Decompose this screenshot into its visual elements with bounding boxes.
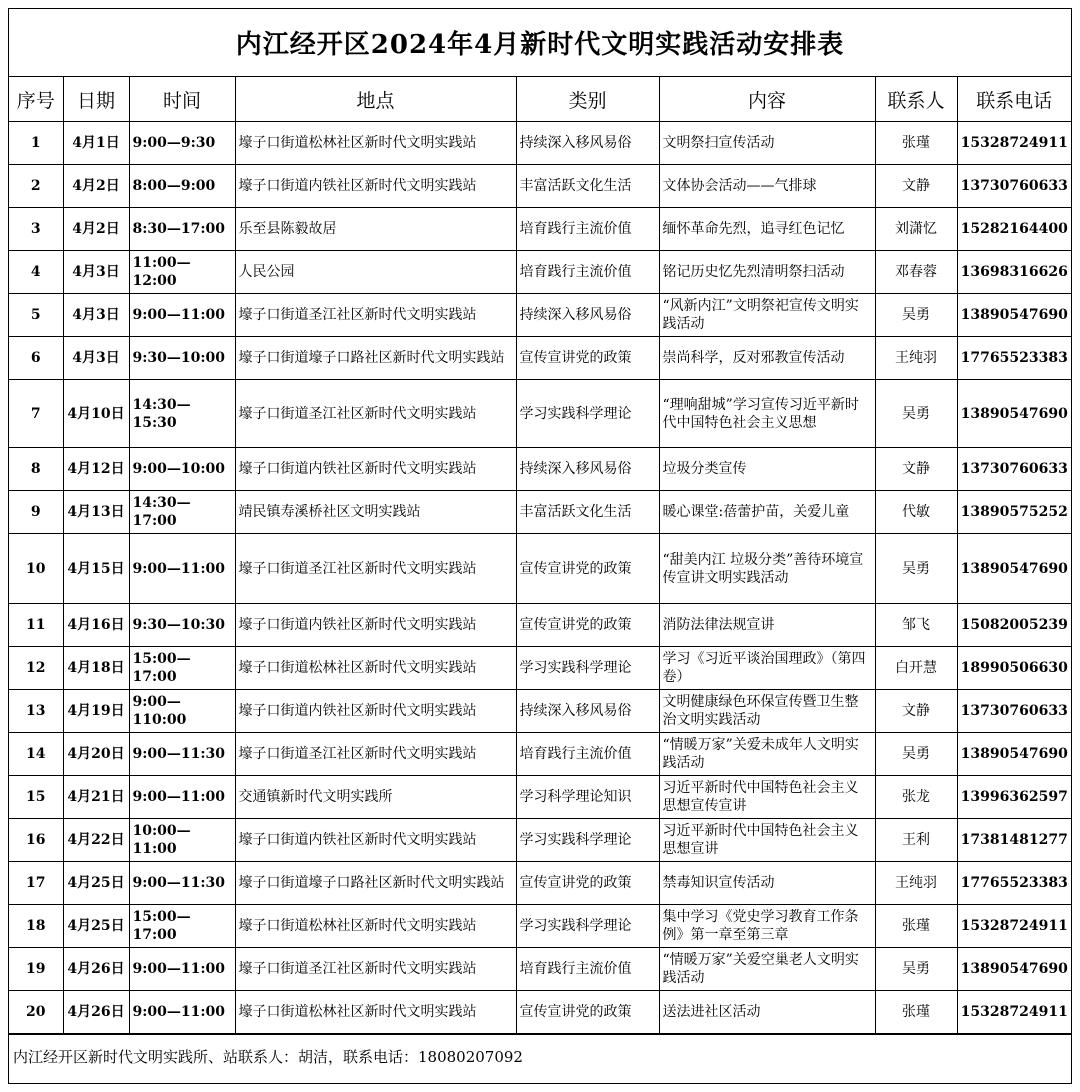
row-date: 4月19日 — [63, 690, 129, 733]
row-date: 4月3日 — [63, 294, 129, 337]
row-place: 乐至县陈毅故居 — [235, 208, 516, 251]
row-time: 9:00—11:00 — [129, 534, 235, 604]
row-number: 9 — [9, 491, 63, 534]
row-time: 14:30—17:00 — [129, 491, 235, 534]
row-contact: 刘潇忆 — [875, 208, 957, 251]
row-date: 4月16日 — [63, 604, 129, 647]
row-place: 靖民镇寿溪桥社区文明实践站 — [235, 491, 516, 534]
table-row — [9, 251, 1071, 294]
row-date: 4月22日 — [63, 819, 129, 862]
table-row — [9, 604, 1071, 647]
row-category: 持续深入移风易俗 — [516, 690, 659, 733]
row-contact: 文静 — [875, 448, 957, 491]
row-time: 8:30—17:00 — [129, 208, 235, 251]
row-content: 缅怀革命先烈，追寻红色记忆 — [659, 208, 875, 251]
row-content: 消防法律法规宣讲 — [659, 604, 875, 647]
row-content: 送法进社区活动 — [659, 991, 875, 1034]
table-row — [9, 905, 1071, 948]
row-phone: 13730760633 — [957, 690, 1071, 733]
row-content: 垃圾分类宣传 — [659, 448, 875, 491]
row-date: 4月20日 — [63, 733, 129, 776]
row-time: 9:30—10:00 — [129, 337, 235, 380]
col-header-contact: 联系人 — [875, 77, 957, 122]
col-header-place: 地点 — [235, 77, 516, 122]
row-content: 崇尚科学，反对邪教宣传活动 — [659, 337, 875, 380]
row-category: 学习实践科学理论 — [516, 819, 659, 862]
table-row — [9, 862, 1071, 905]
row-content: 文体协会活动——气排球 — [659, 165, 875, 208]
row-content: 习近平新时代中国特色社会主义思想宣讲 — [659, 819, 875, 862]
row-category: 宣传宣讲党的政策 — [516, 604, 659, 647]
row-time: 10:00—11:00 — [129, 819, 235, 862]
row-category: 宣传宣讲党的政策 — [516, 534, 659, 604]
row-phone: 13890547690 — [957, 948, 1071, 991]
row-date: 4月13日 — [63, 491, 129, 534]
row-date: 4月3日 — [63, 251, 129, 294]
row-date: 4月12日 — [63, 448, 129, 491]
row-place: 壕子口街道松林社区新时代文明实践站 — [235, 647, 516, 690]
row-number: 18 — [9, 905, 63, 948]
row-time: 11:00—12:00 — [129, 251, 235, 294]
row-date: 4月26日 — [63, 991, 129, 1034]
row-category: 学习科学理论知识 — [516, 776, 659, 819]
row-number: 7 — [9, 380, 63, 448]
row-place: 壕子口街道内铁社区新时代文明实践站 — [235, 819, 516, 862]
schedule-sheet — [8, 8, 1072, 1084]
row-place: 壕子口街道松林社区新时代文明实践站 — [235, 991, 516, 1034]
row-phone: 13698316626 — [957, 251, 1071, 294]
row-place: 壕子口街道壕子口路社区新时代文明实践站 — [235, 862, 516, 905]
row-contact: 王纯羽 — [875, 862, 957, 905]
table-row — [9, 534, 1071, 604]
row-content: 暖心课堂:蓓蕾护苗，关爱儿童 — [659, 491, 875, 534]
row-phone: 13730760633 — [957, 448, 1071, 491]
table-row — [9, 491, 1071, 534]
row-contact: 王利 — [875, 819, 957, 862]
row-content: 文明祭扫宣传活动 — [659, 122, 875, 165]
row-place: 壕子口街道圣江社区新时代文明实践站 — [235, 380, 516, 448]
row-number: 3 — [9, 208, 63, 251]
row-category: 学习实践科学理论 — [516, 905, 659, 948]
row-number: 5 — [9, 294, 63, 337]
row-number: 4 — [9, 251, 63, 294]
row-category: 宣传宣讲党的政策 — [516, 337, 659, 380]
row-category: 丰富活跃文化生活 — [516, 491, 659, 534]
row-number: 14 — [9, 733, 63, 776]
table-row — [9, 647, 1071, 690]
row-number: 6 — [9, 337, 63, 380]
row-category: 学习实践科学理论 — [516, 647, 659, 690]
table-row — [9, 165, 1071, 208]
row-time: 9:00—11:00 — [129, 991, 235, 1034]
table-row — [9, 819, 1071, 862]
row-time: 9:00—10:00 — [129, 448, 235, 491]
row-contact: 吴勇 — [875, 733, 957, 776]
row-category: 培育践行主流价值 — [516, 948, 659, 991]
row-place: 壕子口街道内铁社区新时代文明实践站 — [235, 604, 516, 647]
row-contact: 张瑾 — [875, 905, 957, 948]
row-category: 持续深入移风易俗 — [516, 294, 659, 337]
row-place: 壕子口街道松林社区新时代文明实践站 — [235, 905, 516, 948]
row-number: 1 — [9, 122, 63, 165]
row-content: “情暖万家”关爱未成年人文明实践活动 — [659, 733, 875, 776]
row-time: 8:00—9:00 — [129, 165, 235, 208]
row-date: 4月18日 — [63, 647, 129, 690]
row-contact: 张瑾 — [875, 991, 957, 1034]
row-phone: 13890547690 — [957, 294, 1071, 337]
row-place: 壕子口街道圣江社区新时代文明实践站 — [235, 534, 516, 604]
row-date: 4月15日 — [63, 534, 129, 604]
row-phone: 17765523383 — [957, 862, 1071, 905]
row-place: 壕子口街道圣江社区新时代文明实践站 — [235, 948, 516, 991]
table-row — [9, 122, 1071, 165]
row-number: 2 — [9, 165, 63, 208]
row-place: 壕子口街道内铁社区新时代文明实践站 — [235, 448, 516, 491]
col-header-time: 时间 — [129, 77, 235, 122]
row-number: 12 — [9, 647, 63, 690]
row-contact: 吴勇 — [875, 534, 957, 604]
row-contact: 邹飞 — [875, 604, 957, 647]
row-date: 4月26日 — [63, 948, 129, 991]
row-time: 9:30—10:30 — [129, 604, 235, 647]
row-contact: 张瑾 — [875, 122, 957, 165]
row-number: 16 — [9, 819, 63, 862]
col-header-date: 日期 — [63, 77, 129, 122]
footer-contact-note: 内江经开区新时代文明实践所、站联系人：胡洁，联系电话：18080207092 — [9, 1034, 1071, 1078]
row-content: 铭记历史忆先烈清明祭扫活动 — [659, 251, 875, 294]
row-phone: 13890575252 — [957, 491, 1071, 534]
row-time: 9:00—11:00 — [129, 776, 235, 819]
row-place: 交通镇新时代文明实践所 — [235, 776, 516, 819]
table-row — [9, 690, 1071, 733]
row-phone: 13890547690 — [957, 534, 1071, 604]
row-category: 培育践行主流价值 — [516, 251, 659, 294]
row-number: 13 — [9, 690, 63, 733]
row-number: 20 — [9, 991, 63, 1034]
row-category: 培育践行主流价值 — [516, 733, 659, 776]
row-content: 习近平新时代中国特色社会主义思想宣传宣讲 — [659, 776, 875, 819]
row-number: 11 — [9, 604, 63, 647]
row-time: 9:00—9:30 — [129, 122, 235, 165]
row-time: 9:00—11:30 — [129, 733, 235, 776]
row-contact: 吴勇 — [875, 294, 957, 337]
row-date: 4月2日 — [63, 208, 129, 251]
row-contact: 文静 — [875, 690, 957, 733]
row-phone: 13730760633 — [957, 165, 1071, 208]
row-category: 培育践行主流价值 — [516, 208, 659, 251]
row-place: 壕子口街道圣江社区新时代文明实践站 — [235, 733, 516, 776]
row-number: 10 — [9, 534, 63, 604]
row-phone: 13996362597 — [957, 776, 1071, 819]
row-date: 4月3日 — [63, 337, 129, 380]
row-phone: 17765523383 — [957, 337, 1071, 380]
row-time: 9:00—11:00 — [129, 294, 235, 337]
table-row — [9, 380, 1071, 448]
row-category: 持续深入移风易俗 — [516, 122, 659, 165]
row-content: “风新内江”文明祭祀宣传文明实践活动 — [659, 294, 875, 337]
row-date: 4月25日 — [63, 905, 129, 948]
table-row — [9, 991, 1071, 1034]
row-time: 9:00—11:00 — [129, 948, 235, 991]
row-date: 4月25日 — [63, 862, 129, 905]
col-header-category: 类别 — [516, 77, 659, 122]
table-row — [9, 733, 1071, 776]
col-header-content: 内容 — [659, 77, 875, 122]
row-date: 4月2日 — [63, 165, 129, 208]
row-contact: 邓春蓉 — [875, 251, 957, 294]
row-number: 15 — [9, 776, 63, 819]
row-category: 丰富活跃文化生活 — [516, 165, 659, 208]
row-phone: 15328724911 — [957, 122, 1071, 165]
row-time: 15:00—17:00 — [129, 647, 235, 690]
row-phone: 15282164400 — [957, 208, 1071, 251]
table-row — [9, 776, 1071, 819]
row-place: 壕子口街道圣江社区新时代文明实践站 — [235, 294, 516, 337]
row-content: “甜美内江 垃圾分类”善待环境宣传宣讲文明实践活动 — [659, 534, 875, 604]
row-number: 19 — [9, 948, 63, 991]
row-time: 15:00—17:00 — [129, 905, 235, 948]
col-header-no: 序号 — [9, 77, 63, 122]
table-row — [9, 208, 1071, 251]
row-place: 壕子口街道壕子口路社区新时代文明实践站 — [235, 337, 516, 380]
row-contact: 文静 — [875, 165, 957, 208]
row-place: 壕子口街道松林社区新时代文明实践站 — [235, 122, 516, 165]
row-phone: 15082005239 — [957, 604, 1071, 647]
row-contact: 吴勇 — [875, 948, 957, 991]
row-date: 4月21日 — [63, 776, 129, 819]
table-row — [9, 948, 1071, 991]
row-content: “理响甜城”学习宣传习近平新时代中国特色社会主义思想 — [659, 380, 875, 448]
row-time: 9:00—110:00 — [129, 690, 235, 733]
schedule-table — [9, 77, 1071, 1034]
page-title: 内江经开区2024年4月新时代文明实践活动安排表 — [9, 9, 1071, 77]
row-category: 宣传宣讲党的政策 — [516, 991, 659, 1034]
row-content: 集中学习《党史学习教育工作条例》第一章至第三章 — [659, 905, 875, 948]
row-contact: 王纯羽 — [875, 337, 957, 380]
row-contact: 吴勇 — [875, 380, 957, 448]
row-phone: 17381481277 — [957, 819, 1071, 862]
table-row — [9, 294, 1071, 337]
row-phone: 13890547690 — [957, 380, 1071, 448]
row-contact: 白开慧 — [875, 647, 957, 690]
row-place: 人民公园 — [235, 251, 516, 294]
row-place: 壕子口街道内铁社区新时代文明实践站 — [235, 690, 516, 733]
row-content: 禁毒知识宣传活动 — [659, 862, 875, 905]
row-date: 4月1日 — [63, 122, 129, 165]
row-place: 壕子口街道内铁社区新时代文明实践站 — [235, 165, 516, 208]
row-phone: 18990506630 — [957, 647, 1071, 690]
header-row — [9, 77, 1071, 122]
row-content: “情暖万家”关爱空巢老人文明实践活动 — [659, 948, 875, 991]
row-time: 14:30—15:30 — [129, 380, 235, 448]
row-content: 文明健康绿色环保宣传暨卫生整治文明实践活动 — [659, 690, 875, 733]
row-category: 宣传宣讲党的政策 — [516, 862, 659, 905]
row-time: 9:00—11:30 — [129, 862, 235, 905]
row-category: 持续深入移风易俗 — [516, 448, 659, 491]
row-number: 17 — [9, 862, 63, 905]
row-phone: 15328724911 — [957, 991, 1071, 1034]
row-date: 4月10日 — [63, 380, 129, 448]
row-content: 学习《习近平谈治国理政》（第四卷） — [659, 647, 875, 690]
row-number: 8 — [9, 448, 63, 491]
table-row — [9, 448, 1071, 491]
col-header-phone: 联系电话 — [957, 77, 1071, 122]
row-phone: 13890547690 — [957, 733, 1071, 776]
table-row — [9, 337, 1071, 380]
row-phone: 15328724911 — [957, 905, 1071, 948]
row-contact: 张龙 — [875, 776, 957, 819]
row-category: 学习实践科学理论 — [516, 380, 659, 448]
row-contact: 代敏 — [875, 491, 957, 534]
